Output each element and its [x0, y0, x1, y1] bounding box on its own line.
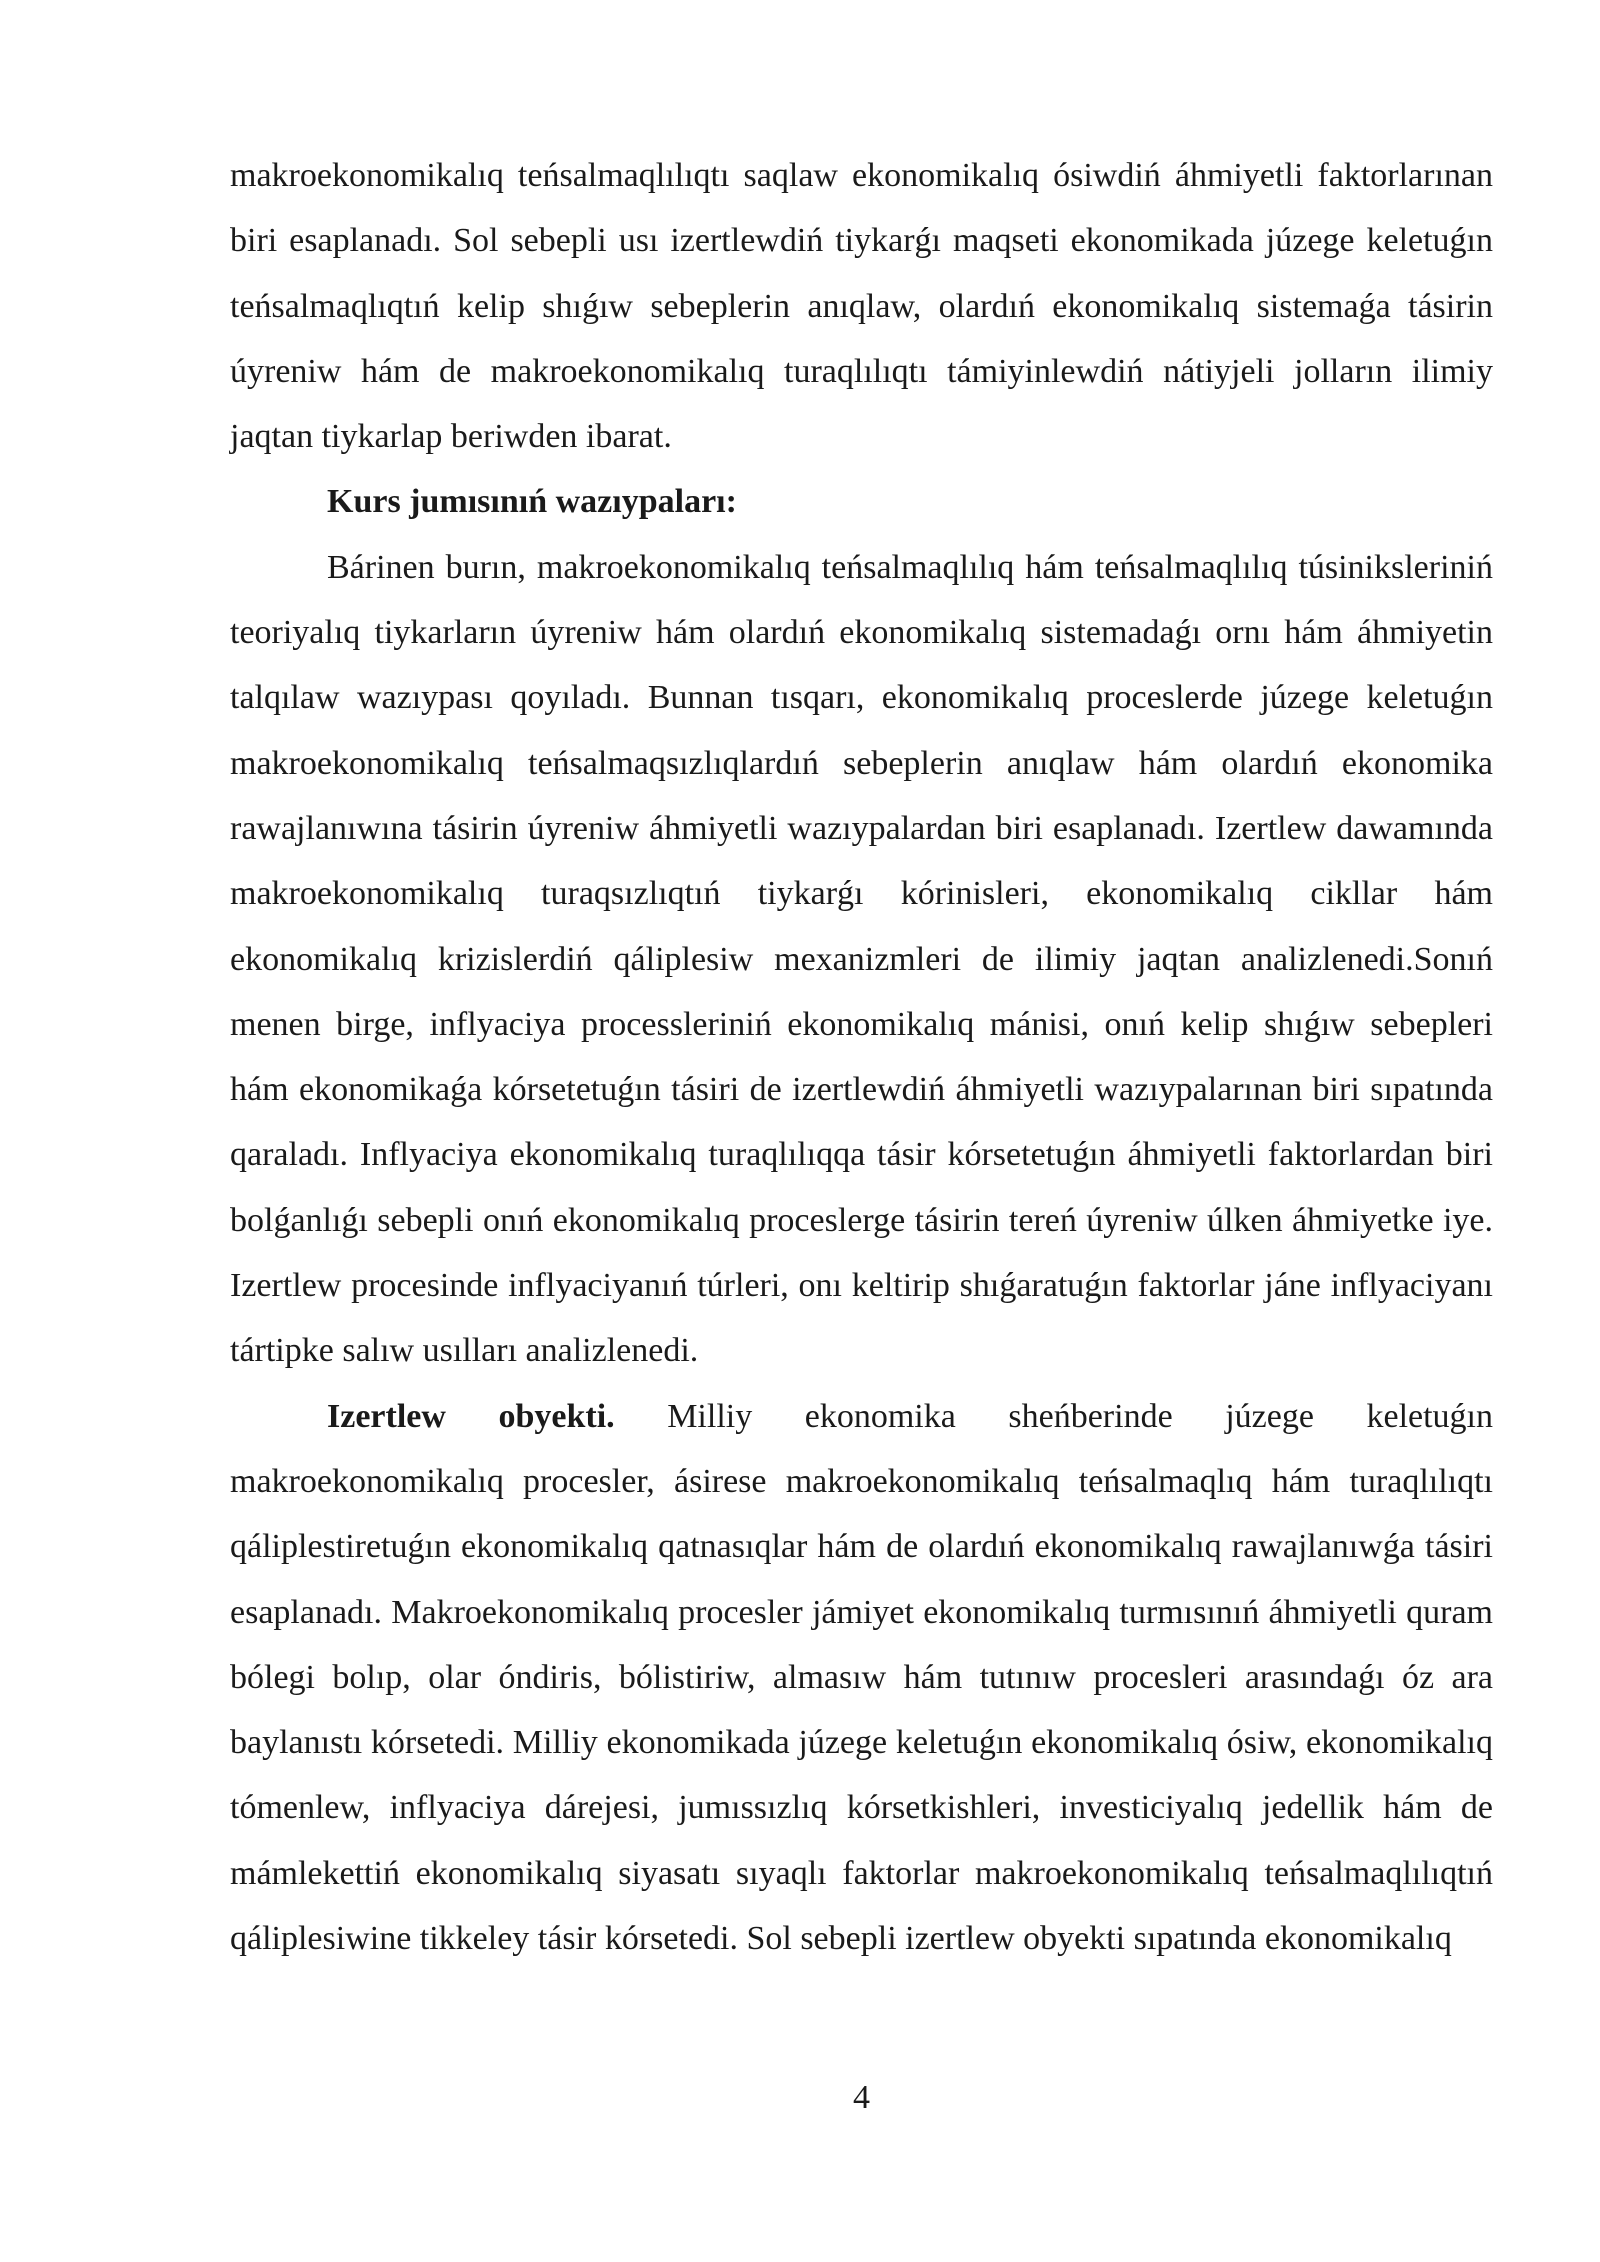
tasks-heading: Kurs jumısınıń wazıypaları:	[327, 483, 737, 521]
page-number: 4	[853, 2079, 870, 2116]
paragraph-research-object	[230, 1384, 1493, 1972]
paragraph-intro-continuation: makroekonomikalıq teńsalmaqlılıqtı saqlaw ekonomikalıq ósiwdiń áhmiyetli faktorlarınan biri esaplanadı. Sol sebepli usı izertlewdiń tiykarǵı maqseti ekonomikada júzege keletuǵın teńsalmaqlıqtıń kelip shıǵıw sebeplerin anıqlaw, olardıń ekonomikalıq sistemaǵa tásirin úyreniw hám de makroekonomikalıq turaqlılıqtı támiyinlewdiń nátiyjeli jolların ilimiy jaqtan tiykarlap beriwden ibarat.	[230, 157, 1493, 456]
paragraph-tasks: Bárinen burın, makroekonomikalıq teńsalmaqlılıq hám teńsalmaqlılıq túsiniksleriniń teoriyalıq tiykarların úyreniw hám olardıń ekonomikalıq sistemadaǵı ornı hám áhmiyetin talqılaw wazıypası qoyıladı. Bunnan tısqarı, ekonomikalıq proceslerde júzege keletuǵın makroekonomikalıq teńsalmaqsızlıqlardıń sebeplerin anıqlaw hám olardıń ekonomika rawajlanıwına tásirin úyreniw áhmiyetli wazıypalardan biri esaplanadı. Izertlew dawamında makroekonomikalıq turaqsızlıqtıń tiykarǵı kórinisleri, ekonomikalıq cikllar hám ekonomikalıq krizislerdiń qáliplesiw mexanizmleri de ilimiy jaqtan analizlenedi.Sonıń menen birge, inflyaciya processleriniń ekonomikalıq mánisi, onıń kelip shıǵıw sebepleri hám ekonomikaǵa kórsetetuǵın tásiri de izertlewdiń áhmiyetli wazıypalarınan biri sıpatında qaraladı. Inflyaciya ekonomikalıq turaqlılıqqa tásir kórsetetuǵın áhmiyetli faktorlardan biri bolǵanlıǵı sebepli onıń ekonomikalıq proceslerge tásirin tereń úyreniw úlken áhmiyetke iye. Izertlew procesinde inflyaciyanıń túrleri, onı keltirip shıǵaratuǵın faktorlar jáne inflyaciyanı tártipke salıw usılları analizlenedi.	[230, 548, 1493, 1370]
research-object-text: Milliy ekonomika sheńberinde júzege keletuǵın makroekonomikalıq procesler, ásirese makroekonomikalıq teńsalmaqlıq hám turaqlılıqtı qáliplestiretuǵın ekonomikalıq qatnasıqlar hám de olardıń ekonomikalıq rawajlanıwǵa tásiri esaplanadı. Makroekonomikalıq procesler jámiyet ekonomikalıq turmısınıń áhmiyetli quram bólegi bolıp, olar óndiris, bólistiriw, almasıw hám tutınıw procesleri arasındaǵı óz ara baylanıstı kórsetedi. Milliy ekonomikada júzege keletuǵın ekonomikalıq ósiw, ekonomikalıq tómenlew, inflyaciya dárejesi, jumıssızlıq kórsetkishleri, investiciyalıq jedellik hám de mámlekettiń ekonomikalıq siyasatı sıyaqlı faktorlar makroekonomikalıq teńsalmaqlılıqtıń qáliplesiwine tikkeley tásir kórsetedi. Sol sebepli izertlew obyekti sıpatında ekonomikalıq	[230, 1397, 1493, 1958]
page-body	[230, 143, 1493, 1971]
research-object-heading: Izertlew obyekti.	[327, 1397, 615, 1435]
